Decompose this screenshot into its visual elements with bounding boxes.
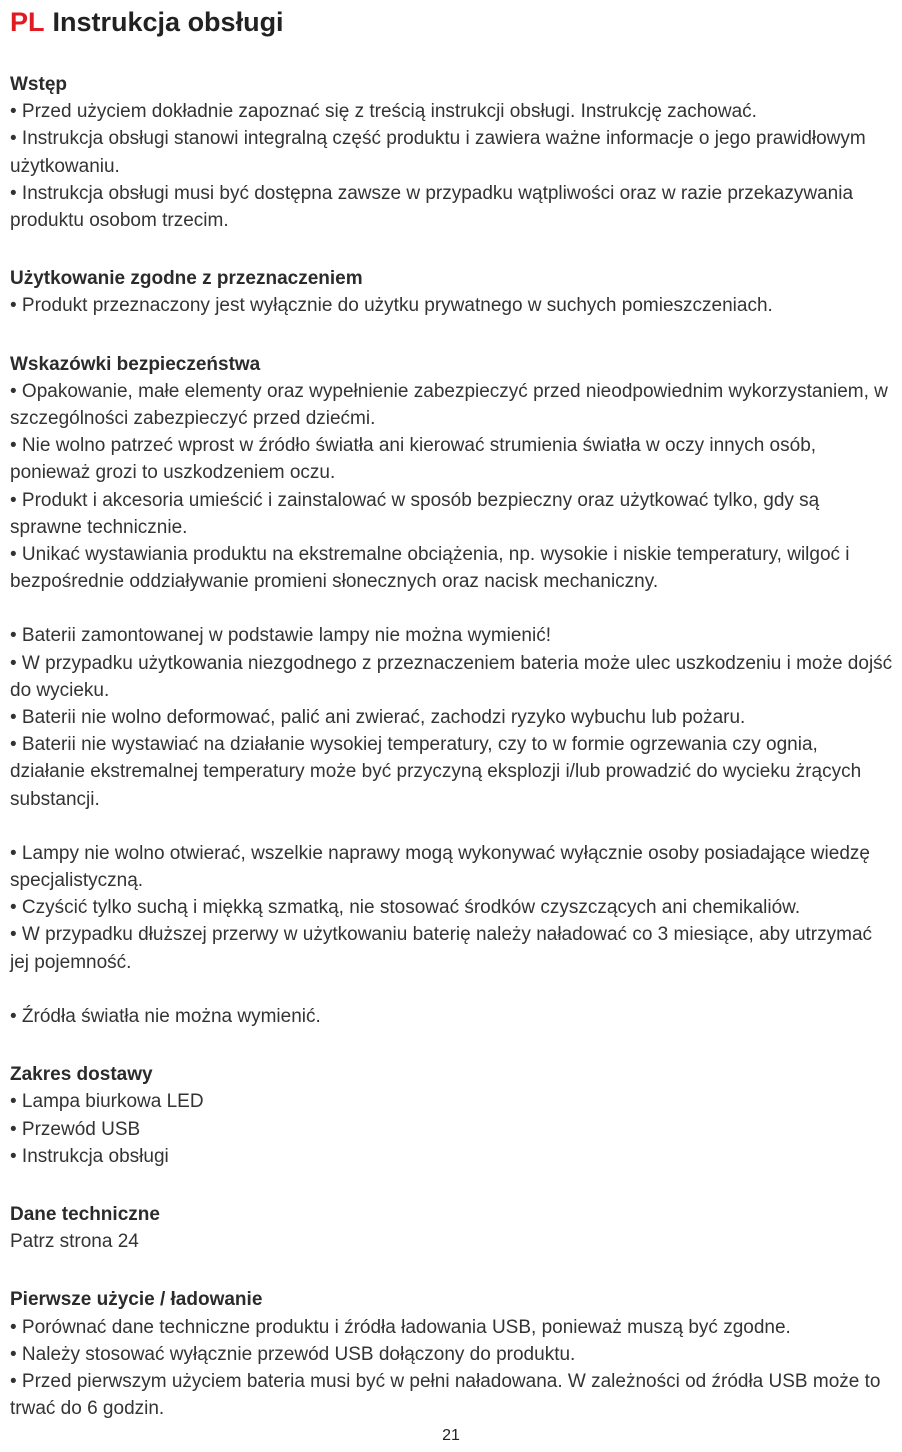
- manual-page: [10, 4, 896, 1422]
- section-heading-delivery: Zakres dostawy: [10, 1064, 153, 1086]
- list-item: • Baterii nie wystawiać na działanie wysokiej temperatury, czy to w formie ogrzewania czy ognia, działanie ekstremalnej temperatury może być przyczyną eksplozji i/lub prowadzić do wycieku żrących substancji.: [10, 734, 862, 810]
- list-item: • Produkt i akcesoria umieścić i zainstalować w sposób bezpieczny oraz użytkować tylko, gdy są sprawne technicznie.: [10, 489, 820, 538]
- list-item: • Źródła światła nie można wymienić.: [10, 1005, 321, 1027]
- page-title: [10, 4, 896, 40]
- section-heading-safety: Wskazówki bezpieczeństwa: [10, 353, 261, 375]
- list-item: • Baterii zamontowanej w podstawie lampy nie można wymienić!: [10, 625, 551, 647]
- section-first-use: [10, 1286, 896, 1422]
- list-item: • Baterii nie wolno deformować, palić ani zwierać, zachodzi ryzyko wybuchu lub pożaru.: [10, 707, 746, 729]
- list-item: • Instrukcja obsługi: [10, 1145, 169, 1167]
- list-item: • Produkt przeznaczony jest wyłącznie do użytku prywatnego w suchych pomieszczeniach.: [10, 295, 773, 317]
- list-item: • W przypadku dłuższej przerwy w użytkowaniu baterię należy naładować co 3 miesiące, aby utrzymać jej pojemność.: [10, 924, 873, 973]
- section-heading-intended-use: Użytkowanie zgodne z przeznaczeniem: [10, 268, 363, 290]
- section-intro: [10, 71, 896, 234]
- safety-group-light-source: [10, 1003, 896, 1030]
- list-item: • Opakowanie, małe elementy oraz wypełnienie zabezpieczyć przed nieodpowiednim wykorzystaniem, w szczególności zabezpieczyć przed dziećmi.: [10, 380, 888, 430]
- list-item: • Należy stosować wyłącznie przewód USB dołączony do produktu.: [10, 1343, 576, 1365]
- list-item: • Przewód USB: [10, 1118, 141, 1140]
- list-item: • Przed użyciem dokładnie zapoznać się z treścią instrukcji obsługi. Instrukcję zachować.: [10, 101, 757, 123]
- section-intended-use: [10, 265, 896, 319]
- section-heading-intro: Wstęp: [10, 74, 67, 95]
- list-item: • Nie wolno patrzeć wprost w źródło światła ani kierować strumienia światła w oczy innych osób, ponieważ grozi to uszkodzeniem oczu.: [10, 435, 817, 484]
- list-item: • Porównać dane techniczne produktu i źródła ładowania USB, ponieważ muszą być zgodne.: [10, 1316, 791, 1338]
- section-delivery: [10, 1061, 896, 1170]
- list-item: • Instrukcja obsługi stanowi integralną część produktu i zawiera ważne informacje o jego prawidłowym użytkowaniu.: [10, 128, 866, 177]
- list-item: • W przypadku użytkowania niezgodnego z przeznaczeniem bateria może ulec uszkodzeniu i może dojść do wycieku.: [10, 652, 893, 701]
- section-tech-data: [10, 1201, 896, 1255]
- list-item: • Czyścić tylko suchą i miękką szmatką, nie stosować środków czyszczących ani chemikaliów.: [10, 897, 801, 919]
- language-code: PL: [10, 7, 45, 37]
- safety-group-maintenance: [10, 840, 896, 976]
- page-title-text: Instrukcja obsługi: [52, 7, 284, 37]
- list-item: • Instrukcja obsługi musi być dostępna zawsze w przypadku wątpliwości oraz w razie przekazywania produktu osobom trzecim.: [10, 182, 854, 232]
- safety-group-general: [10, 378, 896, 596]
- list-item: • Unikać wystawiania produktu na ekstremalne obciążenia, np. wysokie i niskie temperatury, wilgoć i bezpośrednie oddziaływanie promieni słonecznych oraz nacisk mechaniczny.: [10, 544, 850, 593]
- list-item: • Lampa biurkowa LED: [10, 1091, 204, 1113]
- section-heading-tech-data: Dane techniczne: [10, 1203, 160, 1225]
- list-item: • Przed pierwszym użyciem bateria musi być w pełni naładowana. W zależności od źródła USB może to trwać do 6 godzin.: [10, 1370, 881, 1420]
- safety-group-battery: [10, 622, 896, 812]
- page-number: 21: [442, 1427, 460, 1444]
- list-item: • Lampy nie wolno otwierać, wszelkie naprawy mogą wykonywać wyłącznie osoby posiadające wiedzę specjalistyczną.: [10, 842, 870, 892]
- section-heading-first-use: Pierwsze użycie / ładowanie: [10, 1289, 263, 1311]
- tech-data-reference: Patrz strona 24: [10, 1231, 139, 1253]
- section-safety: [10, 351, 896, 1030]
